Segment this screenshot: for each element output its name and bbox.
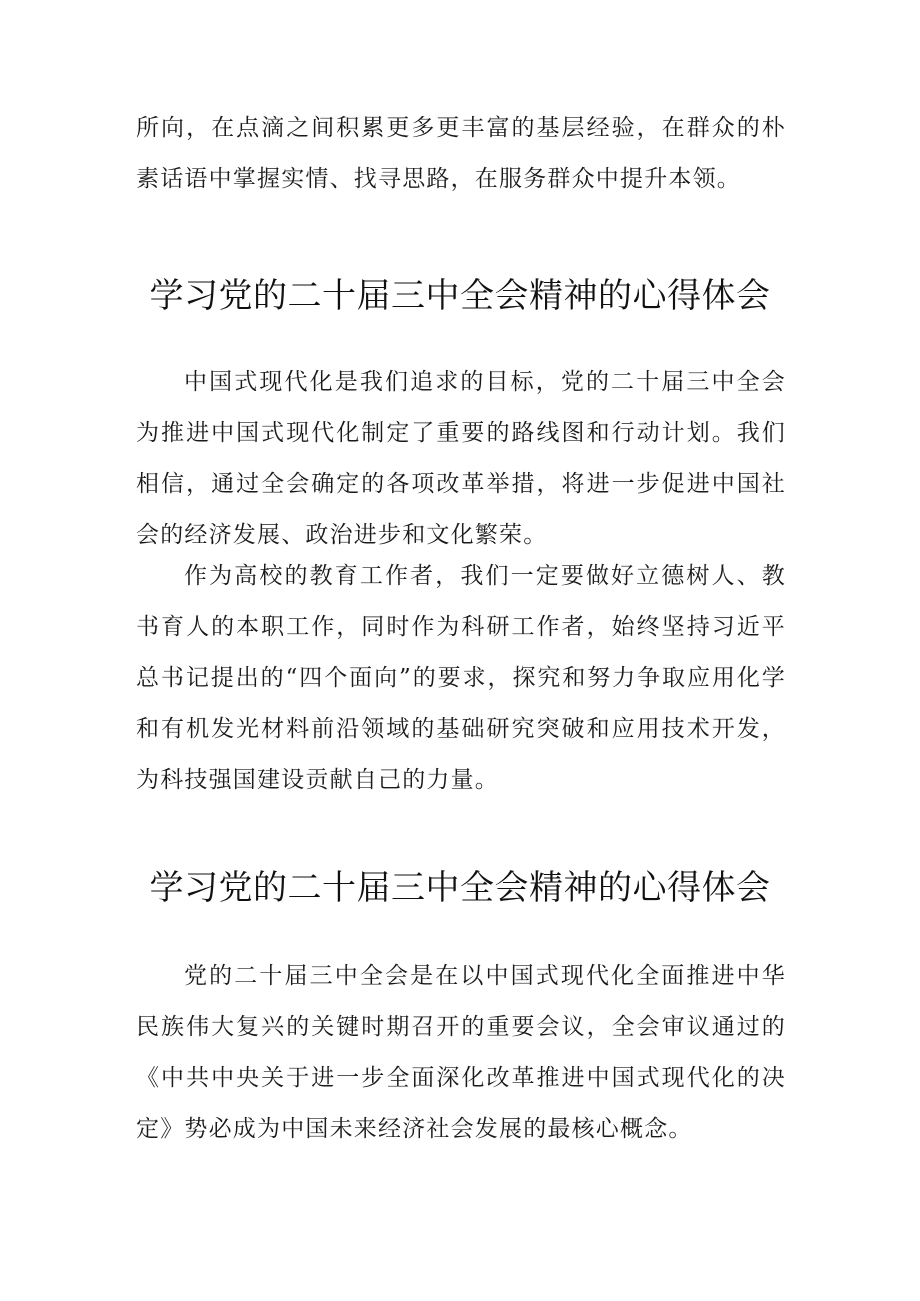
section-2-title: 学习党的二十届三中全会精神的心得体会 (149, 868, 771, 908)
section-2-paragraph-1: 党的二十届三中全会是在以中国式现代化全面推进中华民族伟大复兴的关键时期召开的重要会议，全会审议通过的《中共中央关于进一步全面深化改革推进中国式现代化的决定》势必成为中国未来经济社会发展的最核心概念。 (136, 963, 786, 1142)
section-1-paragraph-1: 中国式现代化是我们追求的目标，党的二十届三中全会为推进中国式现代化制定了重要的路线图和行动计划。我们相信，通过全会确定的各项改革举措，将进一步促进中国社会的经济发展、政治进步和文化繁荣。 (136, 369, 786, 548)
intro-paragraph: 所向，在点滴之间积累更多更丰富的基层经验，在群众的朴素话语中掌握实情、找寻思路，在服务群众中提升本领。 (136, 115, 786, 192)
section-1-title: 学习党的二十届三中全会精神的心得体会 (149, 276, 771, 316)
section-1-paragraph-2: 作为高校的教育工作者，我们一定要做好立德树人、教书育人的本职工作，同时作为科研工作者，始终坚持习近平总书记提出的“四个面向”的要求，探究和努力争取应用化学和有机发光材料前沿领域的基础研究突破和应用技术开发，为科技强国建设贡献自己的力量。 (136, 563, 786, 793)
